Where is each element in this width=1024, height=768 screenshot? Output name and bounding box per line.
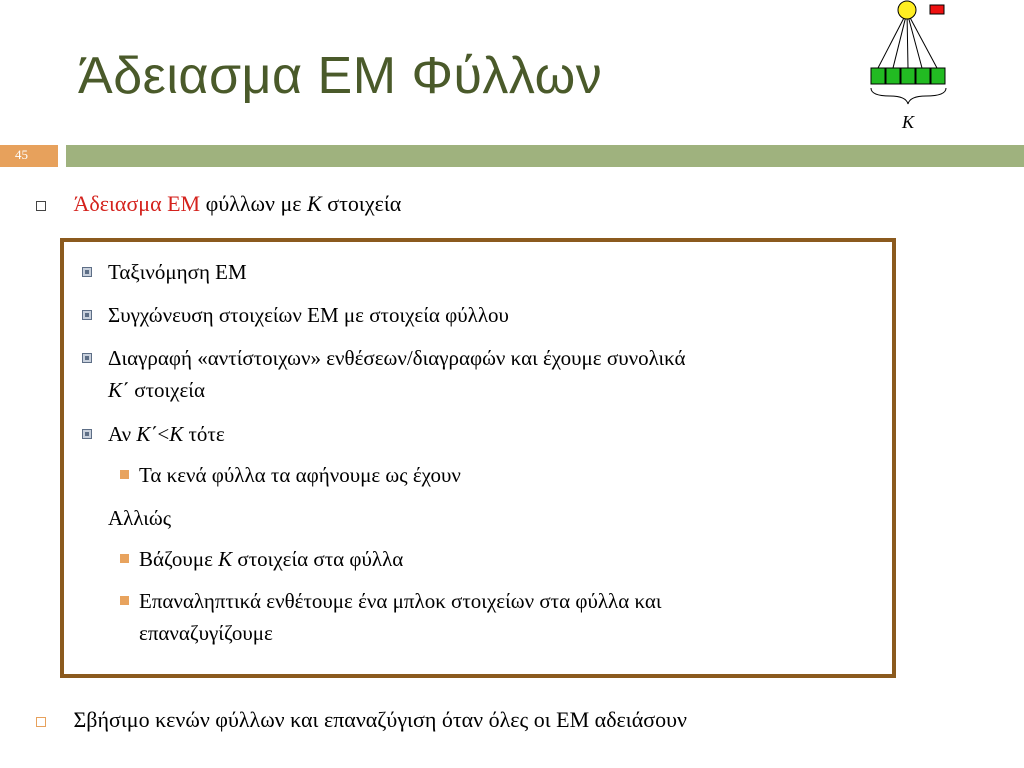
- bullet-var: K: [218, 547, 233, 571]
- content-box: [60, 238, 896, 678]
- sub-bullet-text: Ταξινόμηση ΕΜ: [108, 260, 247, 284]
- bullet-var: K: [307, 191, 322, 216]
- sub-bullet-text-continued: [108, 376, 205, 404]
- square-bullet-icon: [82, 353, 92, 363]
- bullet-text: <: [157, 422, 170, 446]
- bullet-text: στοιχεία στα φύλλα: [232, 547, 404, 571]
- bullet-text: Βάζουμε: [139, 547, 219, 571]
- bullet-item: [36, 706, 687, 734]
- page-title: Άδειασμα ΕΜ Φύλλων: [78, 47, 603, 105]
- sub-sub-bullet-text: [139, 545, 403, 573]
- hollow-square-bullet-icon: [36, 717, 46, 727]
- bullet-item: [36, 190, 401, 218]
- sub-bullet-text: Διαγραφή «αντίστοιχων» ενθέσεων/διαγραφών και έχουμε συνολικά: [108, 346, 686, 370]
- sub-sub-bullet-text: Επαναληπτικά ενθέτουμε ένα μπλοκ στοιχείων στα φύλλα και: [139, 589, 662, 613]
- diagram-label: K: [901, 112, 915, 132]
- bullet-highlight: Άδειασμα ΕΜ: [73, 191, 201, 216]
- bullet-text: στοιχεία: [321, 191, 402, 216]
- bullet-text: φύλλων με: [200, 191, 308, 216]
- sub-bullet-text: Συγχώνευση στοιχείων ΕΜ με στοιχεία φύλλου: [108, 303, 509, 327]
- else-label: Αλλιώς: [108, 506, 172, 530]
- sub-bullet-text: [108, 420, 225, 448]
- bullet-var: K: [169, 422, 184, 446]
- sub-sub-bullet-text: Τα κενά φύλλα τα αφήνουμε ως έχουν: [139, 463, 461, 487]
- bullet-text: τότε: [183, 422, 225, 446]
- square-bullet-icon: [82, 310, 92, 320]
- bullet-var: K΄: [108, 378, 129, 402]
- header-rule: [66, 145, 1024, 167]
- orange-square-bullet-icon: [120, 470, 129, 479]
- slide-number-badge: [0, 145, 58, 167]
- bullet-text: στοιχεία: [129, 378, 205, 402]
- orange-square-bullet-icon: [120, 596, 129, 605]
- square-bullet-icon: [82, 429, 92, 439]
- hollow-square-bullet-icon: [36, 201, 46, 211]
- tree-diagram-icon: [860, 0, 970, 140]
- orange-square-bullet-icon: [120, 554, 129, 563]
- slide-number: 45: [15, 147, 28, 162]
- bullet-text: Αν: [108, 422, 137, 446]
- bullet-text: Σβήσιμο κενών φύλλων και επαναζύγιση όταν όλες οι ΕΜ αδειάσουν: [73, 707, 687, 732]
- bullet-var: K΄: [136, 422, 158, 446]
- sub-sub-bullet-text-continued: επαναζυγίζουμε: [139, 621, 273, 645]
- square-bullet-icon: [82, 267, 92, 277]
